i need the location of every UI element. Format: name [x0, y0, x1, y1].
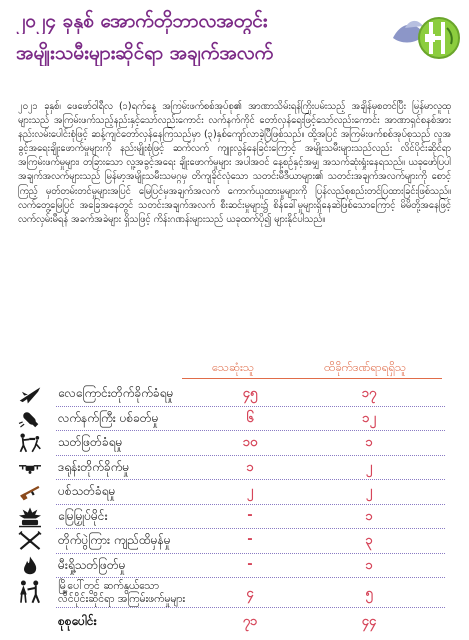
table-row	[12, 578, 457, 608]
injured-value: ၅	[365, 586, 373, 601]
drone-icon	[16, 457, 44, 479]
injured-value: ၂	[365, 484, 373, 499]
landmine-explosion-icon	[16, 506, 44, 528]
row-label: ပစ်သတ်ခံရမှု	[58, 484, 116, 498]
deaths-value: ၂	[246, 484, 254, 499]
injured-value: ၁၂	[362, 410, 376, 426]
deaths-value: ၁၀	[242, 435, 258, 450]
row-label: ဒရုန်းတိုက်ခိုက်မှု	[58, 459, 130, 474]
total-row	[12, 610, 457, 632]
row-divider	[56, 607, 445, 608]
table-row	[12, 456, 457, 481]
row-label-line-1: မြို့ပေါ်တွင် ဆက်နွယ်သော	[58, 580, 159, 592]
table-row	[12, 505, 457, 530]
table-row	[12, 480, 457, 505]
row-label-line-2: လိင်ပိုင်းဆိုင်ရာ အကြမ်းဖက်မှုများ	[58, 592, 186, 605]
fighter-jet-icon	[16, 383, 44, 405]
shooting-person-icon	[16, 432, 44, 454]
rifle-icon	[16, 481, 44, 503]
table-row	[12, 382, 457, 407]
row-label	[58, 580, 185, 605]
header	[0, 0, 469, 96]
row-label: မီးရှို့သတ်ဖြတ်မှု	[58, 557, 126, 572]
row-label: လက်နက်ကြီး ပစ်ခတ်မှု	[58, 410, 159, 425]
injured-value: ၁	[365, 557, 373, 573]
sexual-violence-icon	[16, 579, 44, 605]
deaths-value: -	[247, 556, 253, 572]
deaths-value: ၁	[246, 459, 254, 475]
injured-value: ၁	[365, 508, 373, 524]
row-label: တိုက်ပွဲကြား ကျည်ထိမှန်မှု	[58, 533, 171, 547]
deaths-value: ၆	[246, 410, 254, 426]
artillery-shell-icon	[16, 408, 44, 430]
row-label: လေကြောင်းတိုက်ခိုက်ခံရမှု	[58, 386, 174, 400]
row-label: သတ်ဖြတ်ခံရမှု	[58, 435, 123, 449]
header-divider	[182, 378, 442, 379]
injured-value: ၁၇	[361, 386, 377, 401]
injured-value: ၁	[365, 435, 373, 450]
injured-value: ၃	[365, 533, 373, 548]
column-header-deaths: သေဆုံးသူ	[211, 360, 255, 374]
table-row	[12, 554, 457, 579]
deaths-value: ၄၅	[242, 386, 258, 401]
table-row	[12, 407, 457, 432]
deaths-value: -	[247, 532, 253, 547]
total-injured-value: ၄၄	[361, 614, 377, 629]
crossed-rifles-icon	[16, 530, 44, 552]
page-title-line-2: အမျိုးသမီးများဆိုင်ရာ အချက်အလက်	[16, 42, 274, 64]
deaths-value: -	[247, 507, 253, 523]
total-label: စုစုပေါင်း	[58, 614, 97, 628]
column-header-injured: ထိခိုက်ဒဏ်ရာရရှိသူ	[323, 360, 407, 374]
table-row	[12, 431, 457, 456]
intro-paragraph: ၂၀၂၁ ခုနှစ်၊ ဖေဖော်ဝါရီလ (၁)ရက်နေ့ အကြမ်းဖက်စစ်အုပ်စု၏ အာဏာသိမ်းရန်ကြိုးပမ်းသည့် အချိန်မှစတင်ပြီး မြန်မာလူထုများသည် အကြမ်းဖက်သည့်နည်းနှင့်သော်လည်းကောင်း လက်နက်ကိုင် တော်လှန်ရေးဖြင့်သော်လည်းကောင်း အာဏာရှင်စနစ်အား နည်းလမ်းပေါင်းစုံဖြင့် ဆန့်ကျင်တော်လှန်နေကြသည်မှာ (၃)နှစ်ကျော်လာခဲ့ပြီဖြစ်သည်။ ထို့အပြင် အကြမ်းဖက်စစ်အုပ်စုသည် လူအခွင့်အရေးချိုးဖောက်မှုများကို နည်းမျိုးစုံဖြင့် ဆက်လက် ကျူးလွန်နေခြင်းကြောင့် အမျိုးသမီးများသည်လည်း လိင်ပိုင်းဆိုင်ရာအကြမ်းဖက်မှုများ၊ တခြားသော လူ့အခွင့်အရေး ချိုးဖောက်မှုများ အပါအဝင် နေ့စဉ်နှင့်အမျှ အသက်ဆုံးရှုံးနေရသည်။ ယခုဖော်ပြပါ အချက်အလက်များသည် မြန်မာ့အမျိုးသမီးသမဂ္ဂမှ တိကျခိုင်လုံသော သတင်းမီဒီယာများ၏ သတင်းအချက်အလက်များကို စောင့်ကြည့် မှတ်တမ်းတင်မှုများအပြင် မြေပြင်မှအချက်အလက် ကောက်ယူထားမှုများကို ပြန်လည်စုစည်းတင်ပြထားခြင်းဖြစ်သည်။ လက်တွေ့မြေပြင် အခြေအနေတွင် သတင်းအချက်အလက် စီးဆင်းမှုများ၌ စိန်ခေါ်မှုများရှိနေဆဲဖြစ်သောကြောင့် မိမိတို့အနေဖြင့် လက်လှမ်းမီရန် အခက်အခဲများ ရှိသဖြင့် ကိန်းဂဏန်းများသည် ယခုထက်ပို၍ များနိုင်ပါသည်။	[18, 101, 451, 225]
injured-value: ၂	[365, 459, 373, 475]
page-title-line-1: ၂၀၂၄ ခုနှစ် အောက်တိုဘာလအတွင်း	[16, 10, 268, 32]
fire-icon	[16, 555, 44, 577]
table-row	[12, 529, 457, 554]
row-label: မြေမြှုပ်မိုင်း	[58, 508, 108, 523]
deaths-value: ၄	[246, 586, 254, 601]
dove-globe-logo-icon	[391, 8, 461, 70]
total-deaths-value: ၇၁	[242, 614, 258, 629]
